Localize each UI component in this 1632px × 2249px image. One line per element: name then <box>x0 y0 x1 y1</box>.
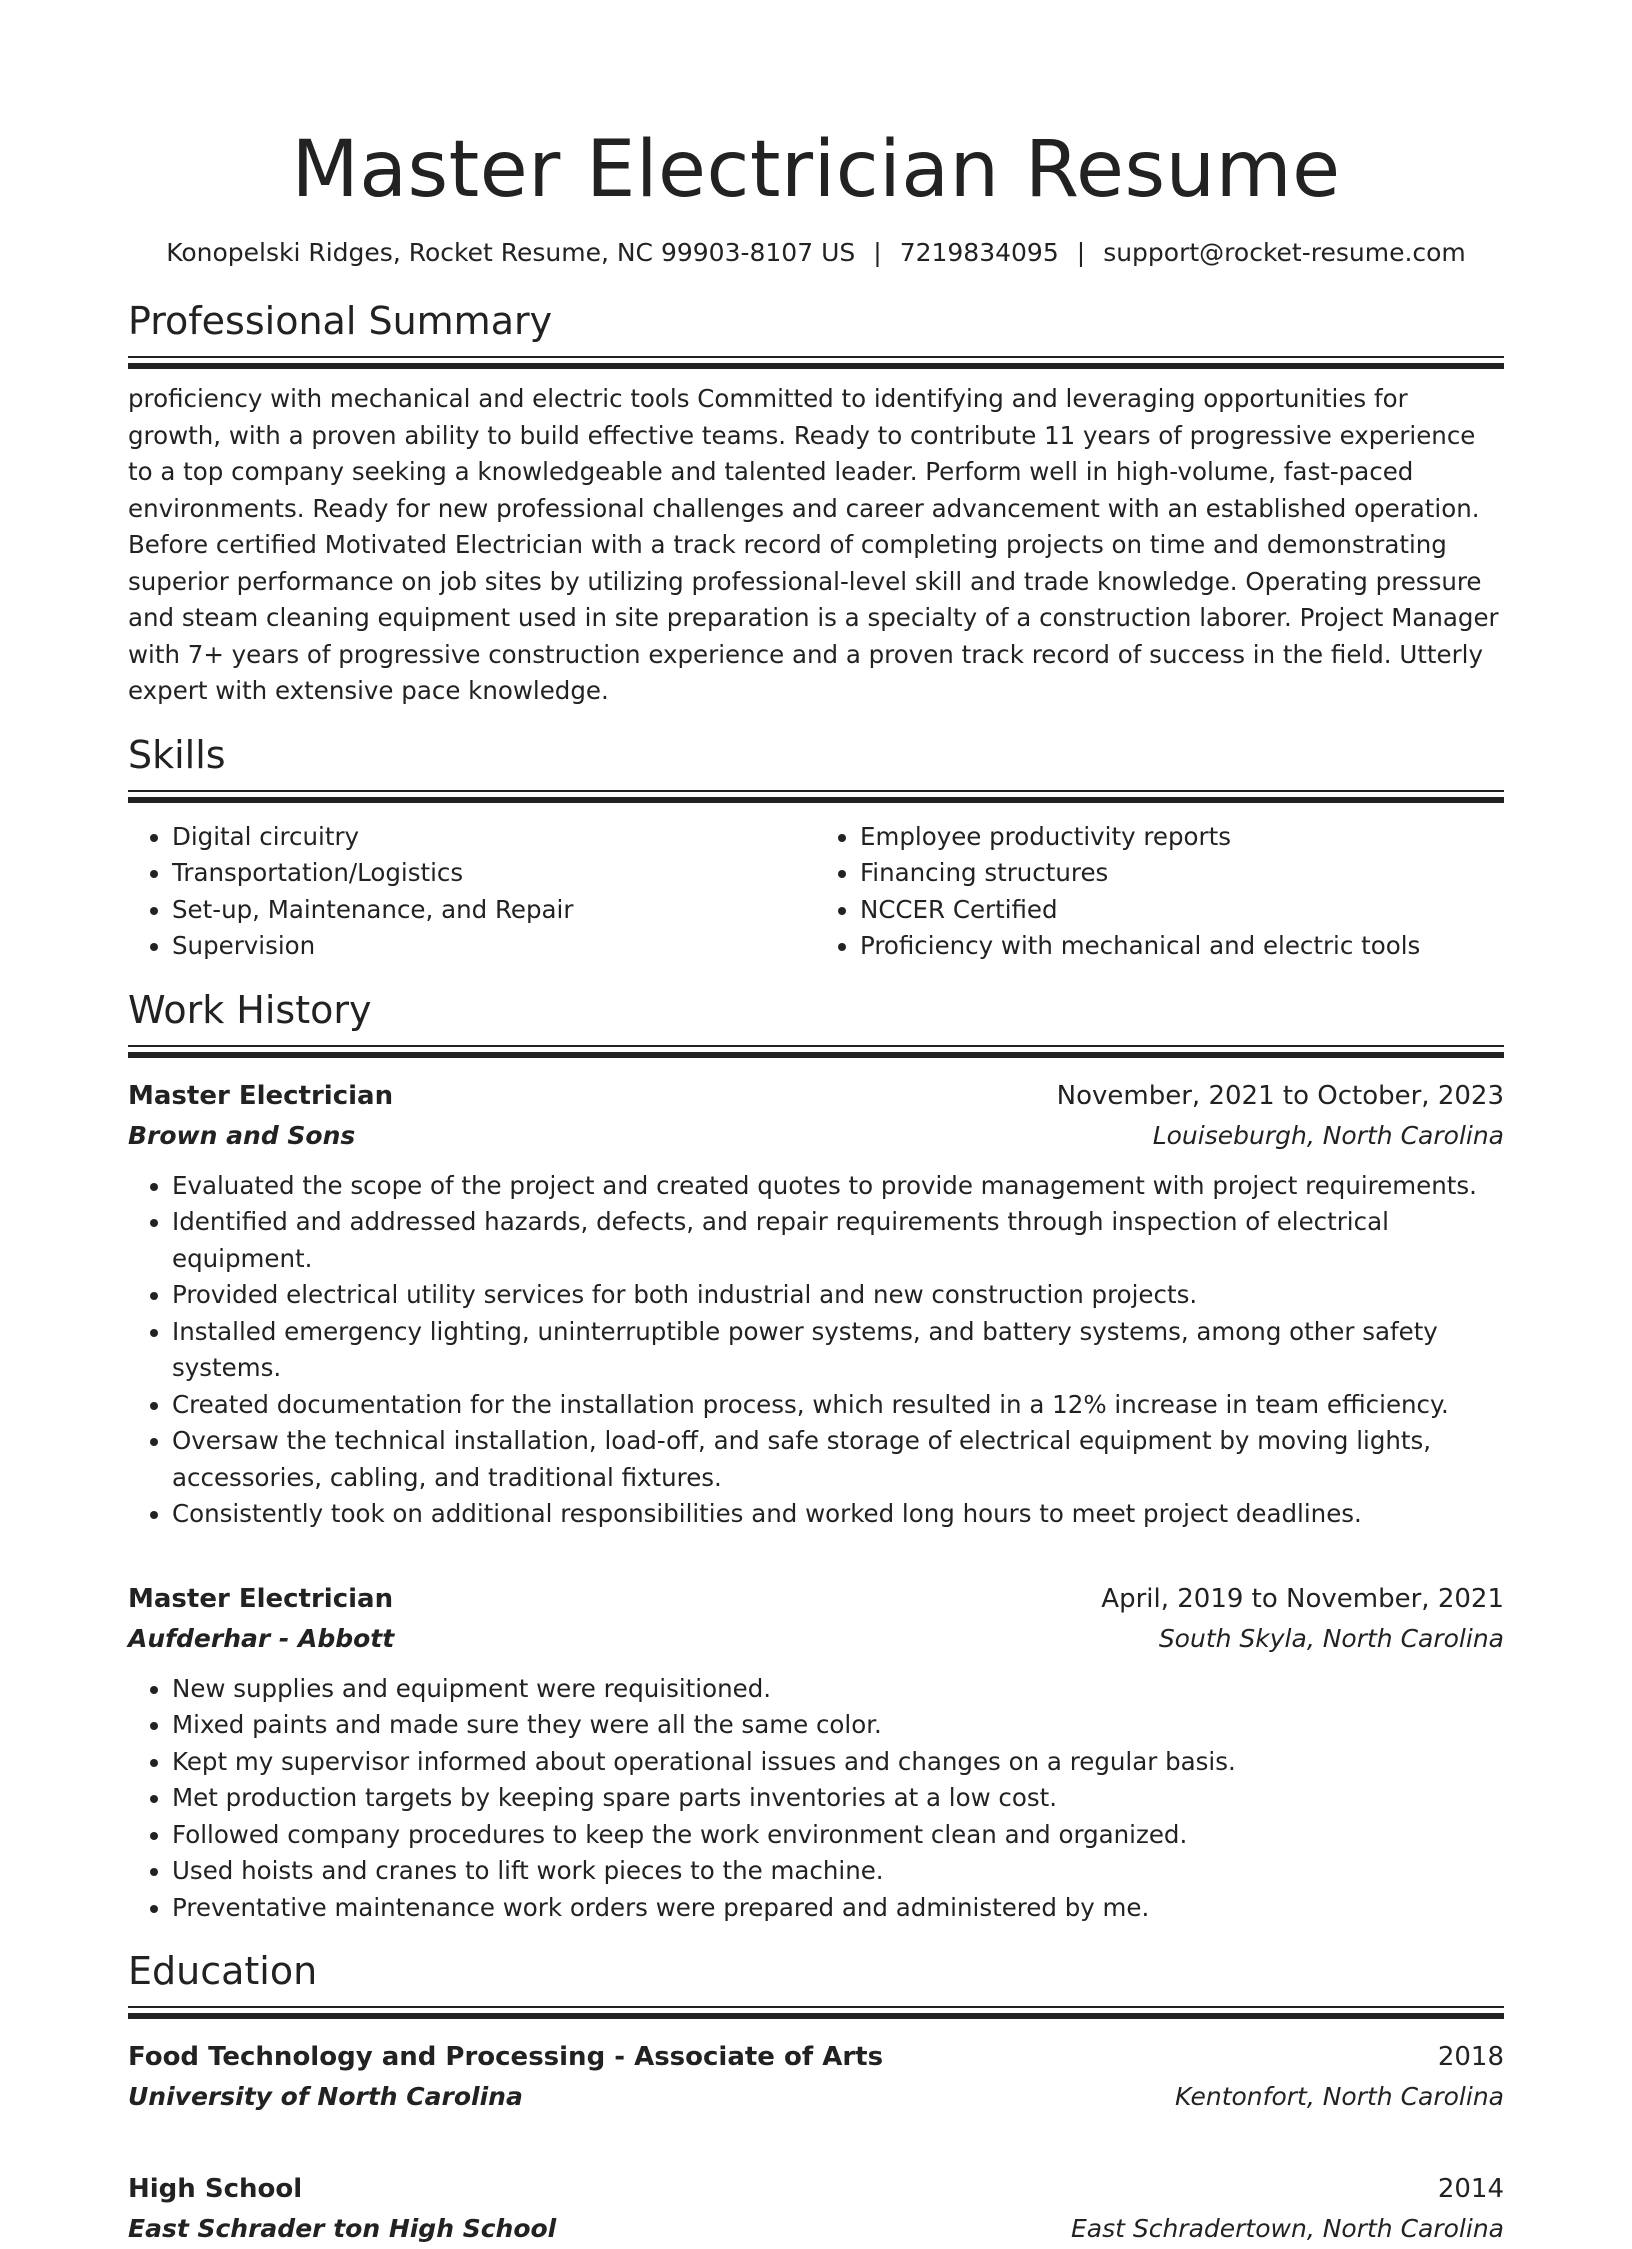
skill-item: • Financing structures <box>860 855 1504 892</box>
job-title: Master Electrician <box>128 1080 394 1111</box>
job-header-line <box>128 1579 1504 1619</box>
contact-phone: 7219834095 <box>899 238 1059 267</box>
job-dates: April, 2019 to November, 2021 <box>1101 1583 1504 1614</box>
contact-line <box>128 236 1504 270</box>
education-header-line <box>128 2169 1504 2209</box>
job-bullet: • Created documentation for the installation process, which resulted in a 12% increase in team efficiency. <box>172 1387 1504 1424</box>
job-location: South Skyla, North Carolina <box>1158 1623 1504 1653</box>
education-school-line <box>128 2077 1504 2117</box>
skill-item: • Digital circuitry <box>172 819 816 856</box>
job-employer-line <box>128 1619 1504 1659</box>
job-bullet: • Provided electrical utility services for both industrial and new construction projects. <box>172 1277 1504 1314</box>
job-bullet: • Installed emergency lighting, uninterruptible power systems, and battery systems, among other safety systems. <box>172 1314 1504 1387</box>
job-bullet: • Mixed paints and made sure they were all the same color. <box>172 1707 1504 1744</box>
contact-separator: | <box>1076 238 1086 267</box>
skill-item: • Supervision <box>172 928 816 965</box>
job-employer: Aufderhar - Abbott <box>128 1623 395 1653</box>
job-entry <box>128 1579 1504 1927</box>
skill-item: • Set-up, Maintenance, and Repair <box>172 892 816 929</box>
education-school: University of North Carolina <box>128 2082 523 2111</box>
job-bullet: • Kept my supervisor informed about operational issues and changes on a regular basis. <box>172 1744 1504 1781</box>
section-heading-work-history: Work History <box>128 987 372 1032</box>
contact-address: Konopelski Ridges, Rocket Resume, NC 99903-8107 US <box>166 238 856 267</box>
section-divider <box>128 1045 1504 1058</box>
skill-item: • Employee productivity reports <box>860 819 1504 856</box>
job-location: Louiseburgh, North Carolina <box>1152 1120 1504 1150</box>
education-year: 2018 <box>1437 2042 1504 2072</box>
section-heading-summary: Professional Summary <box>128 299 553 343</box>
job-bullets <box>128 1168 1504 1533</box>
education-location: East Schradertown, North Carolina <box>1070 2214 1504 2243</box>
skill-item: • Transportation/Logistics <box>172 855 816 892</box>
work-history-section <box>128 985 1504 1927</box>
education-degree: High School <box>128 2174 303 2204</box>
job-employer: Brown and Sons <box>128 1120 356 1150</box>
contact-separator: | <box>873 238 882 267</box>
spacer <box>128 1533 1504 1561</box>
job-bullet: • Followed company procedures to keep the work environment clean and organized. <box>172 1817 1504 1854</box>
education-entry <box>128 2169 1504 2249</box>
job-bullet: • Oversaw the technical installation, load-off, and safe storage of electrical equipment by moving lights, accessories, cabling, and traditional fixtures. <box>172 1423 1504 1496</box>
summary-text: proficiency with mechanical and electric tools Committed to identifying and leveraging opportunities for growth, with a proven ability to build effective teams. Ready to contribute 11 years of progressive experience to a top company seeking a knowledgeable and talented leader. Perform well in high-volume, fast-paced environments. Ready for new professional challenges and career advancement with an established operation. Before certified Motivated Electrician with a track record of completing projects on time and demonstrating superior performance on job sites by utilizing professional-level skill and trade knowledge. Operating pressure and steam cleaning equipment used in site preparation is a specialty of a construction laborer. Project Manager with 7+ years of progressive construction experience and a proven track record of success in the field. Utterly expert with extensive pace knowledge. <box>128 384 1499 705</box>
education-school: East Schrader ton High School <box>128 2214 557 2243</box>
job-title: Master Electrician <box>128 1583 394 1614</box>
page-title: Master Electrician Resume <box>291 125 1341 215</box>
skill-item: • NCCER Certified <box>860 892 1504 929</box>
skills-columns <box>128 819 1504 965</box>
skills-section <box>128 730 1504 965</box>
job-bullet: • Used hoists and cranes to lift work pieces to the machine. <box>172 1853 1504 1890</box>
section-divider <box>128 356 1504 369</box>
job-bullet: • New supplies and equipment were requisitioned. <box>172 1671 1504 1708</box>
job-employer-line <box>128 1116 1504 1156</box>
section-heading-skills: Skills <box>128 732 226 777</box>
job-bullet: • Preventative maintenance work orders were prepared and administered by me. <box>172 1890 1504 1927</box>
education-degree: Food Technology and Processing - Associate of Arts <box>128 2042 884 2072</box>
job-bullet: • Identified and addressed hazards, defects, and repair requirements through inspection of electrical equipment. <box>172 1204 1504 1277</box>
education-school-line <box>128 2209 1504 2249</box>
summary-section <box>128 296 1504 710</box>
skills-list-left <box>128 819 816 965</box>
job-bullets <box>128 1671 1504 1927</box>
job-entry <box>128 1076 1504 1533</box>
section-divider <box>128 2006 1504 2019</box>
spacer <box>128 2117 1504 2151</box>
education-section <box>128 1946 1504 2249</box>
skill-item: • Proficiency with mechanical and electric tools <box>860 928 1504 965</box>
contact-email: support@rocket-resume.com <box>1103 238 1466 267</box>
education-entry <box>128 2037 1504 2117</box>
section-divider <box>128 790 1504 803</box>
education-location: Kentonfort, North Carolina <box>1174 2082 1504 2111</box>
education-year: 2014 <box>1437 2174 1504 2204</box>
job-header-line <box>128 1076 1504 1116</box>
job-bullet: • Consistently took on additional responsibilities and worked long hours to meet project deadlines. <box>172 1496 1504 1533</box>
job-bullet: • Met production targets by keeping spare parts inventories at a low cost. <box>172 1780 1504 1817</box>
section-heading-education: Education <box>128 1949 318 1993</box>
job-bullet: • Evaluated the scope of the project and created quotes to provide management with project requirements. <box>172 1168 1504 1205</box>
job-dates: November, 2021 to October, 2023 <box>1056 1080 1504 1111</box>
skills-list-right <box>816 819 1504 965</box>
education-header-line <box>128 2037 1504 2077</box>
